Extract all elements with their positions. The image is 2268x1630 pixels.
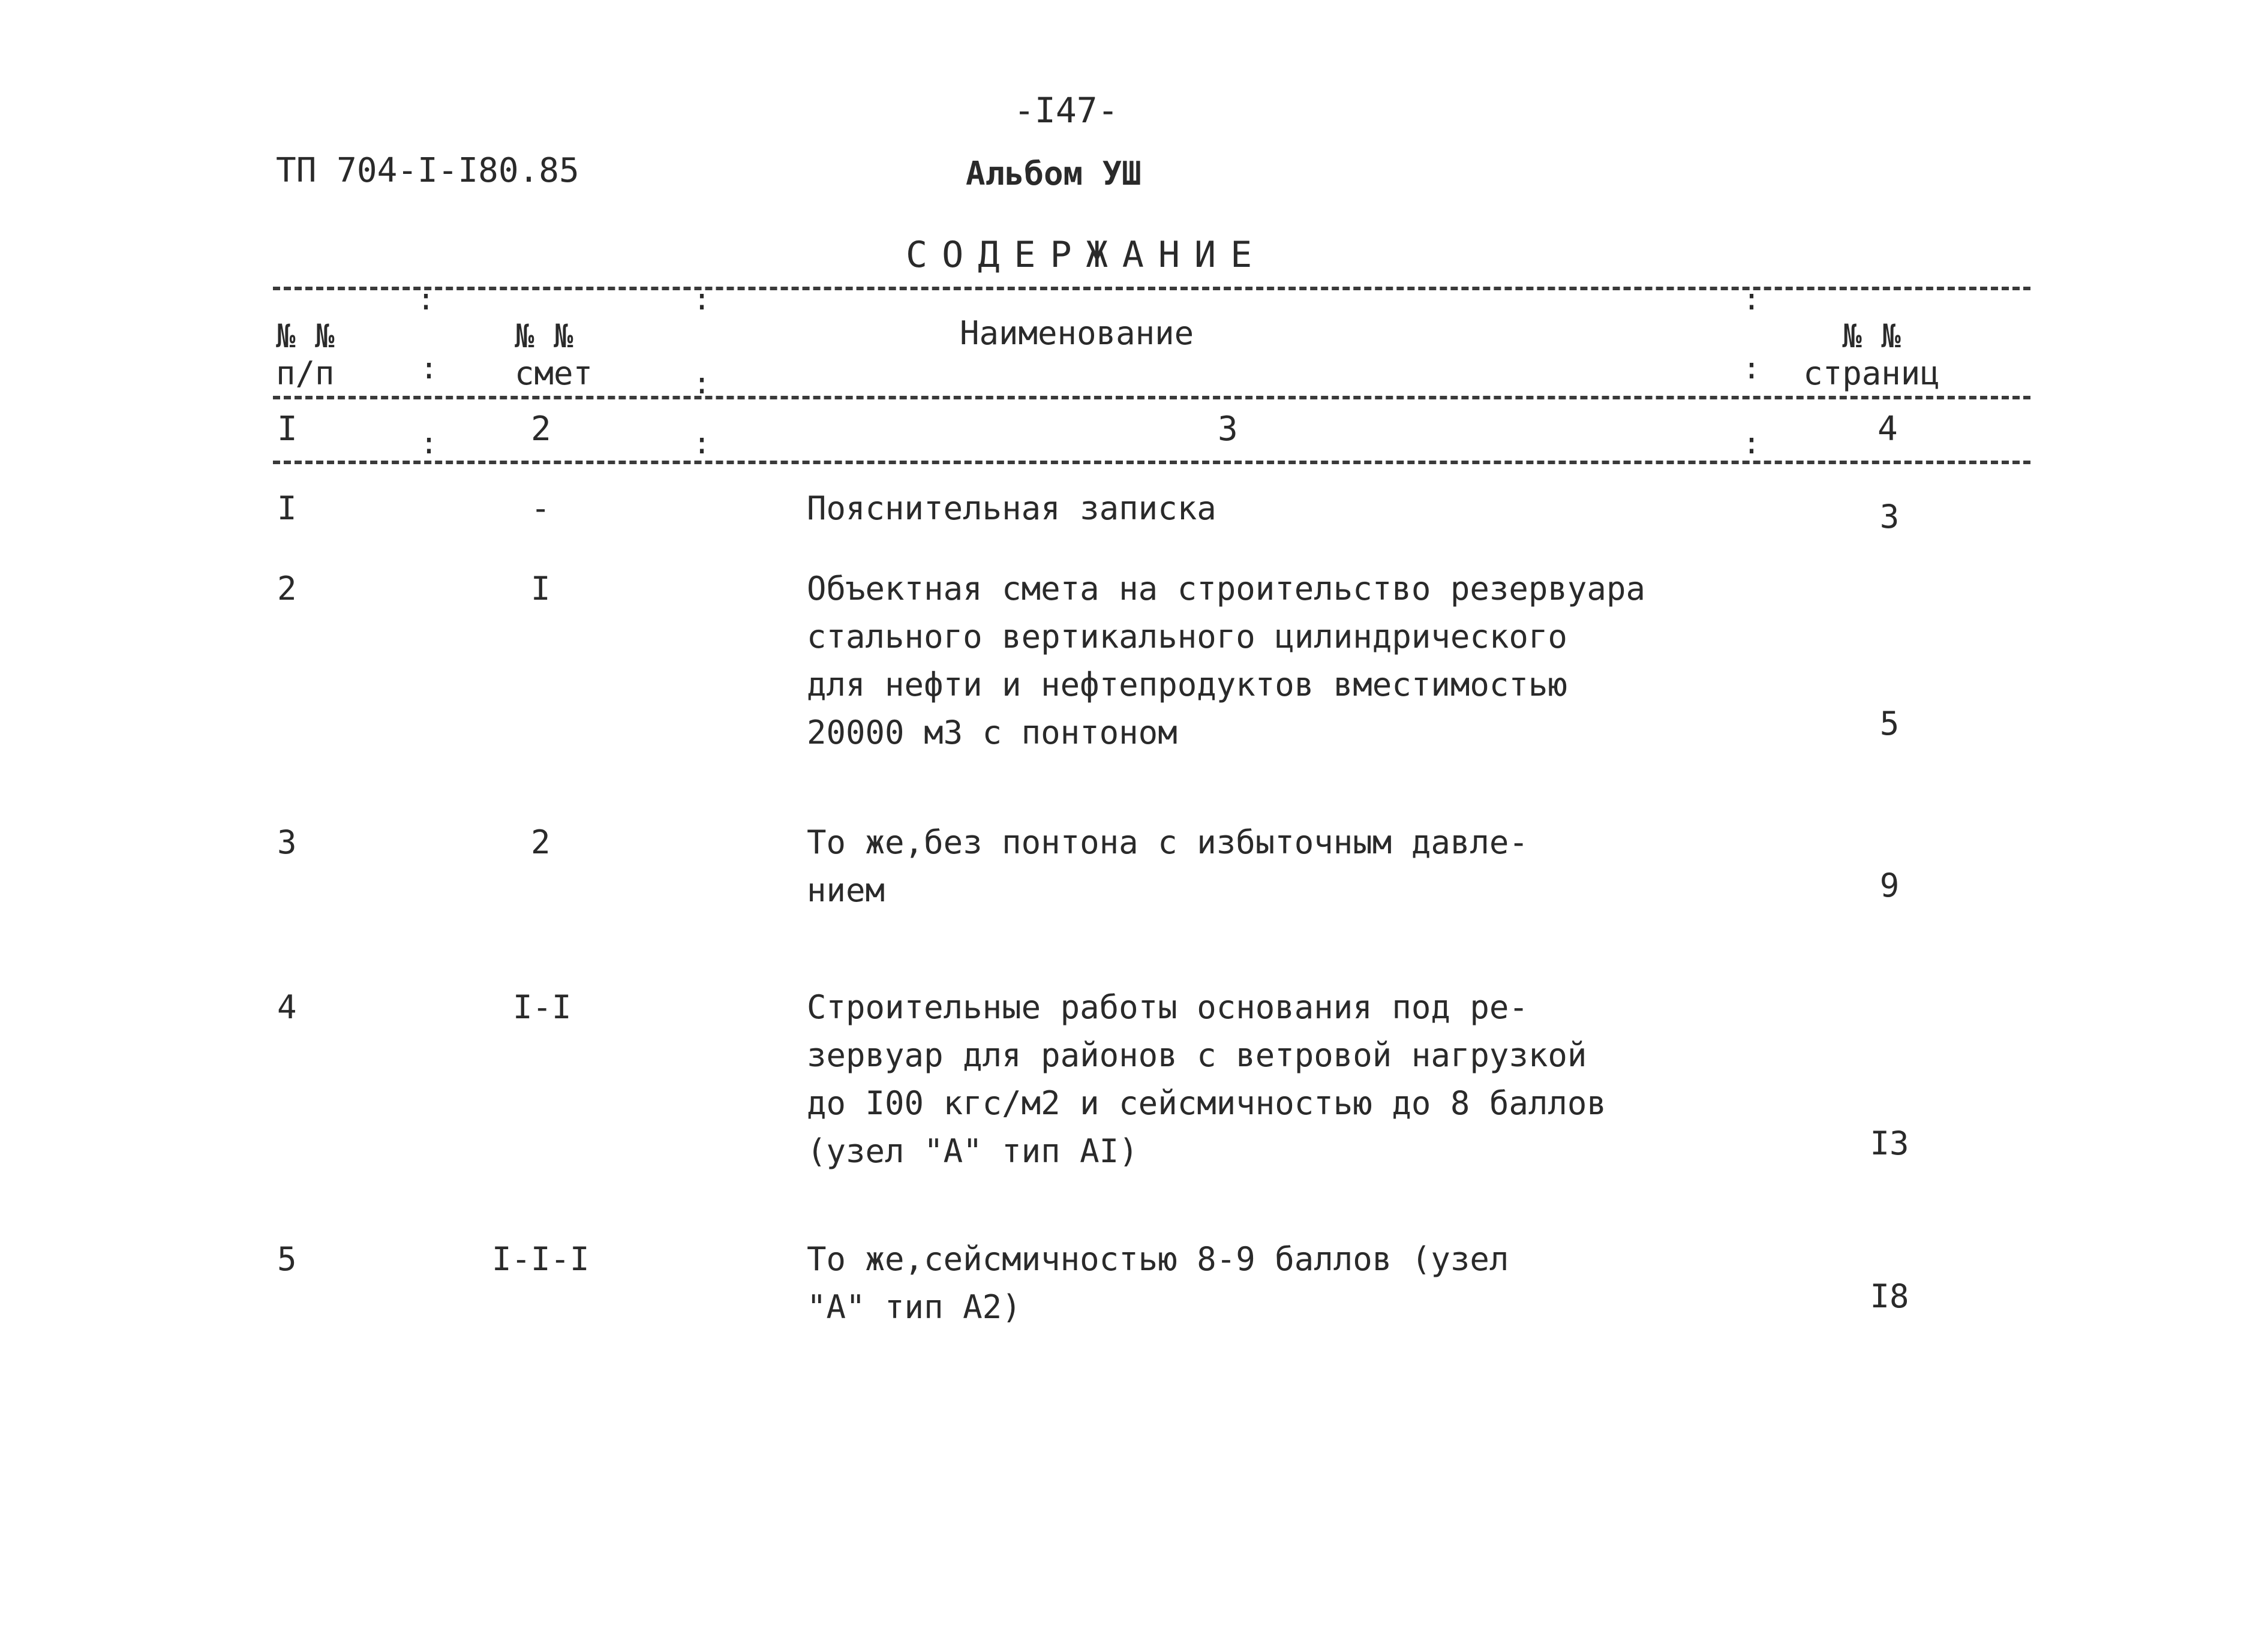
row-name: То же,без понтона с избыточным давле- нием xyxy=(807,823,1528,909)
row-number: 4 xyxy=(277,988,297,1026)
column-separator: : xyxy=(693,366,711,401)
column-separator: : xyxy=(693,282,711,317)
row-estimate: I-I xyxy=(513,988,572,1026)
column-header-line: страниц xyxy=(1803,354,1940,392)
column-header-page-number xyxy=(1791,318,1952,392)
row-estimate: I xyxy=(531,570,551,608)
column-header-name xyxy=(960,315,1194,352)
row-number: 5 xyxy=(277,1240,297,1278)
row-name: Пояснительная записка xyxy=(807,489,1216,527)
column-header-line: № № xyxy=(1842,317,1901,355)
row-name: Строительные работы основания под ре- зервуар для районов с ветровой нагрузкой до I00 кгс/м2 и сейсмичностью до 8 баллов (узел "А" тип AI) xyxy=(807,988,1606,1170)
column-separator: : xyxy=(1743,351,1761,386)
row-name: Объектная смета на строительство резервуара стального вертикального цилиндрического для нефти и нефтепродуктов вместимостью 20000 м3 с понтоном xyxy=(807,570,1645,751)
table-top-rule xyxy=(273,287,2030,290)
row-page: 3 xyxy=(1879,498,1900,536)
album-title: Альбом УШ xyxy=(966,155,1141,193)
table-header-rule xyxy=(273,396,2030,399)
column-separator: : xyxy=(693,426,711,461)
contents-heading: СОДЕРЖАНИЕ xyxy=(906,234,1267,276)
row-page: 5 xyxy=(1879,705,1900,742)
column-number: I xyxy=(277,410,298,449)
row-number: 3 xyxy=(277,823,297,861)
row-estimate: I-I-I xyxy=(492,1240,590,1278)
column-number: 2 xyxy=(531,410,551,449)
row-page: I3 xyxy=(1870,1124,1909,1162)
column-separator: : xyxy=(420,426,438,461)
row-page: 9 xyxy=(1879,867,1900,904)
document-code: ТП 704-I-I80.85 xyxy=(276,151,579,190)
column-separator: : xyxy=(417,282,435,317)
column-number: 3 xyxy=(1218,410,1238,449)
row-page: I8 xyxy=(1870,1277,1909,1315)
column-number: 4 xyxy=(1878,410,1898,449)
page-number: -I47- xyxy=(1014,90,1119,131)
column-header-line: Наименование xyxy=(960,314,1194,352)
column-header-line: № № xyxy=(276,317,335,355)
column-header-line: п/п xyxy=(276,354,335,392)
row-number: I xyxy=(277,489,297,527)
column-separator: : xyxy=(1743,426,1761,461)
column-separator: : xyxy=(1743,282,1761,317)
column-separator: : xyxy=(420,351,438,386)
row-number: 2 xyxy=(277,570,297,608)
row-estimate: 2 xyxy=(531,823,551,861)
column-header-estimate-number xyxy=(515,318,593,392)
column-header-line: смет xyxy=(515,354,593,392)
row-estimate: - xyxy=(531,489,551,527)
row-name: То же,сейсмичностью 8-9 баллов (узел "А" тип А2) xyxy=(807,1240,1509,1326)
column-header-item-number xyxy=(276,318,335,392)
table-column-numbers-rule xyxy=(273,461,2030,464)
column-header-line: № № xyxy=(515,317,573,355)
